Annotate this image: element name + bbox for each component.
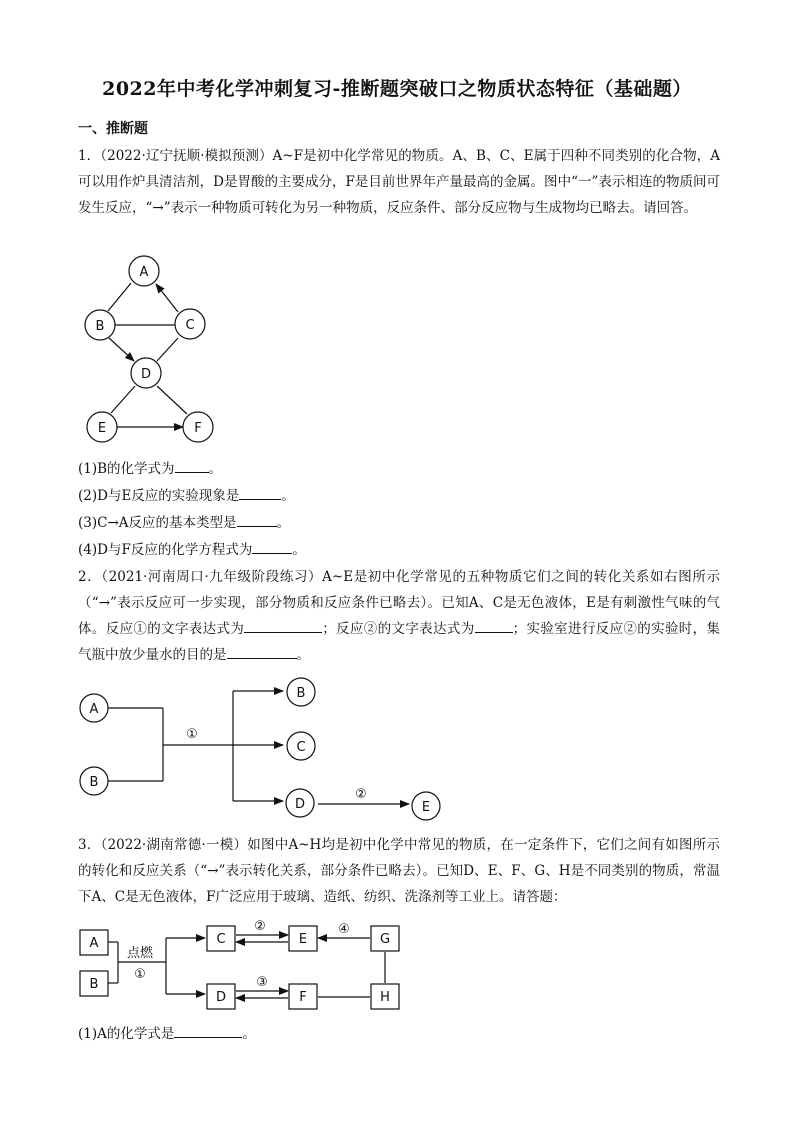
reaction-1-mark: ① [134, 967, 146, 982]
node-c [287, 732, 315, 760]
svg-text:E: E [298, 932, 308, 947]
node-a [80, 930, 108, 955]
node-c [207, 926, 235, 951]
svg-text:D: D [294, 797, 306, 812]
node-b [80, 971, 108, 996]
question-2-diagram [80, 678, 440, 820]
svg-text:C: C [296, 740, 306, 755]
question-1-sub-1: (1)B的化学式为 。 [78, 458, 222, 480]
node-b [85, 310, 115, 340]
svg-text:F: F [194, 421, 202, 436]
answer-blank[interactable] [244, 618, 322, 633]
edge-d-e [111, 386, 135, 413]
answer-blank[interactable] [239, 485, 281, 500]
question-1-sub-3: (3)C→A反应的基本类型是 。 [78, 512, 290, 534]
answer-blank[interactable] [175, 458, 209, 473]
node-b [80, 767, 108, 795]
node-f [183, 412, 213, 442]
answer-blank[interactable] [237, 512, 277, 527]
arrow-c-a [156, 284, 178, 312]
reaction-2-mark: ② [254, 919, 266, 934]
svg-text:D: D [215, 990, 227, 1005]
answer-blank[interactable] [174, 1023, 242, 1038]
question-2-text: 2．（2021·河南周口·九年级阶段练习）A~E是初中化学常见的五种物质它们之间的转化关系如右图所示（“→”表示反应可一步实现，部分物质和反应条件已略去）。已知A、C是无色液体，E是有刺激性气味的气体。反应①的文字表达式为 ；反应②的文字表达式为 ；实验室进行反应②的实验时，集气瓶中放少量水的目的是 。 [78, 569, 721, 663]
answer-blank[interactable] [227, 644, 297, 659]
node-a [80, 694, 108, 722]
node-f [289, 984, 317, 1009]
page-title: 2022年中考化学冲刺复习-推断题突破口之物质状态特征（基础题） [102, 78, 692, 100]
node-d [207, 984, 235, 1009]
edge-d-f [157, 386, 187, 414]
edge-c-d [157, 338, 178, 361]
answer-blank[interactable] [252, 539, 292, 554]
svg-text:B: B [89, 977, 99, 992]
arrow-b-d [109, 338, 134, 361]
question-1-sub-4: (4)D与F反应的化学方程式为 。 [78, 539, 306, 561]
svg-text:C: C [185, 318, 195, 333]
svg-text:B: B [296, 686, 306, 701]
section-heading: 一、推断题 [78, 121, 148, 137]
node-g [371, 926, 399, 951]
svg-text:F: F [299, 990, 307, 1005]
node-b-product [287, 678, 315, 706]
question-3-text: 3．（2022·湖南常德·一模）如图中A~H均是初中化学中常见的物质，在一定条件下，它们之间有如图所示的转化和反应关系（“→”表示转化关系，部分条件已略去）。已知D、E、F、G、H是不同类别的物质，常温下A、C是无色液体，F广泛应用于玻璃、造纸、纺织、洗涤剂等工业上。请答题： [78, 837, 720, 905]
condition-label: 点燃 [126, 946, 154, 961]
svg-text:H: H [380, 990, 390, 1005]
node-a [129, 256, 159, 286]
node-d [131, 358, 161, 388]
svg-text:D: D [140, 367, 152, 382]
node-h [371, 984, 399, 1009]
svg-text:C: C [216, 932, 226, 947]
svg-text:A: A [89, 702, 99, 717]
svg-text:A: A [89, 936, 99, 951]
node-e [412, 792, 440, 820]
reaction-4-mark: ④ [338, 922, 350, 937]
reaction-1-mark: ① [186, 727, 198, 742]
node-e [87, 412, 117, 442]
node-e [289, 926, 317, 951]
answer-blank[interactable] [475, 618, 513, 633]
edge-a-b [108, 283, 131, 311]
question-1-sub-2: (2)D与E反应的实验现象是 。 [78, 485, 295, 507]
node-d [286, 789, 314, 817]
svg-text:B: B [95, 319, 105, 334]
question-3-sub-1: (1)A的化学式是 。 [78, 1023, 256, 1045]
question-1-text: 1．（2022·辽宁抚顺·模拟预测）A~F是初中化学常见的物质。A、B、C、E属于四种不同类别的化合物，A可以用作炉具清洁剂，D是胃酸的主要成分，F是目前世界年产量最高的金属。图中“一”表示相连的物质间可发生反应，“→”表示一种物质可转化为另一种物质，反应条件、部分反应物与生成物均已略去。请回答。 [78, 148, 720, 216]
svg-text:G: G [379, 932, 391, 947]
svg-text:B: B [89, 775, 99, 790]
reaction-3-mark: ③ [256, 975, 268, 990]
question-3-diagram [80, 919, 399, 1009]
node-c [175, 309, 205, 339]
svg-text:A: A [139, 265, 149, 280]
svg-text:E: E [97, 421, 107, 436]
reaction-2-mark: ② [355, 787, 367, 802]
svg-text:E: E [421, 800, 431, 815]
